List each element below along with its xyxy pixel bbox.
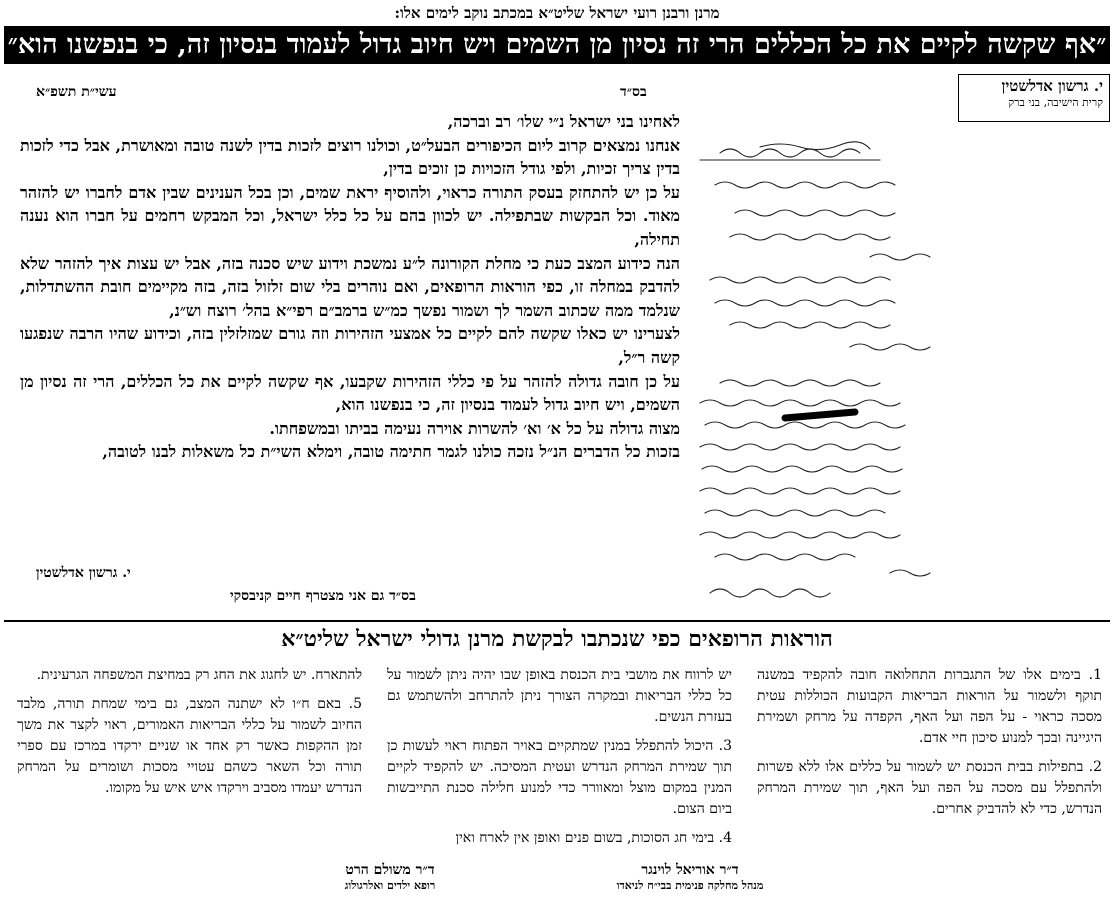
letter-paragraph: לאחינו בני ישראל נ״י שלו׳ רב וברכה, <box>447 112 680 131</box>
instruction-paragraph: 2. בתפילות בבית הכנסת יש לשמור על כללים אלו ללא פשרות ולהתפלל עם מסכה על הפה ועל האף, תוך שמירת המרחק הנדרש, כדי לא להדביק אחרים. <box>757 759 1102 817</box>
letter-date: עשי״ת תשפ״א <box>36 84 117 100</box>
doctor-signature <box>560 862 820 892</box>
letter-paragraph: לצערינו יש כאלו שקשה להם לקיים כל אמצעי הזהירות וזה גורם שמזלזלין בזה, וכידוע שהיו הרבה שנפגעו קשה ר״ל, <box>20 324 680 367</box>
instruction-paragraph: 4. בימי חג הסוכות, בשום פנים ואופן אין לארח ואין <box>455 830 732 846</box>
instruction-paragraph: 5. באם ח״ו לא ישתנה המצב, גם בימי שמחת תורה, מלבד החיוב לשמור על כללי הבריאות האמורים, ראוי לקצר את משך זמן ההקפות כאשר רק אחד או שניים ירקדו במרכז עם ספרי תורה וכל השאר כשהם עטויי מסכות ושומרים על המרחק הנדרש יעמדו מסביב וירקדו איש איש על מקומו. <box>17 696 362 796</box>
instructions-column <box>387 665 732 857</box>
instruction-paragraph: 3. היכול להתפלל במנין שמתקיים באויר הפתוח ראוי לעשות כן תוך שמירת המרחק הנדרש ועטית המסיכה. יש להקפיד לקיים המנין במקום מוצל ומאוורר כדי למנוע חלילה סכנת התייבשות ביום הצום. <box>387 738 732 817</box>
letter-bsd: בס״ד <box>620 84 647 100</box>
instruction-paragraph: יש לרווח את מושבי בית הכנסת באופן שבו יהיה ניתן לשמור על כל כללי הבריאות ובמקרה הצורך ניתן להתרחב ולהשתמש גם בעזרת הנשים. <box>387 667 732 725</box>
letterhead-address: קרית הישיבה, בני ברק <box>1008 96 1103 109</box>
headline-banner: ״אף שקשה לקיים את כל הכללים הרי זה נסיון מן השמים ויש חיוב גדול לעמוד בנסיון זה, כי בנפשנו הוא״ <box>4 26 1110 64</box>
doctor-signature <box>290 862 490 892</box>
top-line: מרנן ורבנן רועי ישראל שליט״א במכתב נוקב לימים אלו: <box>394 4 720 22</box>
doctor-name: ד״ר אוריאל לוינגר <box>641 862 739 878</box>
instruction-paragraph: 1. בימים אלו של התגברות התחלואה חובה להקפיד במשנה תוקף ולשמור על הוראות הבריאות הקבועות הכוללות עטית מסכה כראוי - על הפה ועל האף, הקפדה על מרחק ושמירת היגיינה ובכך למנוע סיכון חיי אדם. <box>757 667 1102 746</box>
instructions-column <box>17 665 362 807</box>
handwritten-letter-image <box>690 125 955 615</box>
section-divider <box>4 620 1110 622</box>
instructions-column <box>757 665 1102 828</box>
doctor-title: מנהל מחלקה פנימית בבי״ח לניאדו <box>616 879 764 892</box>
letter-signature: י. גרשון אדלשטין <box>36 565 131 581</box>
doctor-name: ד״ר משולם הרט <box>345 862 435 878</box>
letter-paragraph: מצוה גדולה על כל א׳ וא׳ להשרות אוירה נעימה בביתו ובמשפחתו. <box>269 418 680 438</box>
letterhead-box <box>958 74 1110 122</box>
letter-body <box>20 110 680 464</box>
letter-paragraph: אנחנו נמצאים קרוב ליום הכיפורים הבעל״ט, וכולנו רוצים לזכות בדין לשנה טובה ומאושרת, אבל כדי לזכות בדין צריך זכיות, ולפי גודל הזכויות כן זוכים בדין, <box>20 135 680 179</box>
letter-paragraph: על כן יש להתחזק בעסק התורה כראוי, ולהוסיף יראת שמים, וכן בכל הענינים שבין אדם לחברו יש להזהר מאוד. וכל הבקשות שבתפילה. יש לכוון בהם על כל כלל ישראל, וכל המבקש רחמים על חברו הוא נענה תחילה, <box>20 182 680 249</box>
letter-paragraph: בזכות כל הדברים הנ״ל נזכה כולנו לגמר חתימה טובה, וימלא השי״ת כל משאלות לבנו לטובה, <box>102 442 680 462</box>
instruction-paragraph: להתארח. יש לחגוג את החג רק במחיצת המשפחה הגרעינית. <box>36 667 362 683</box>
letter-paragraph: על כן חובה גדולה להזהר על פי כללי הזהירות שקבעו, אף שקשה לקיים את כל הכללים, הרי זה נסיון מן השמים, ויש חיוב גדול לעמוד בנסיון זה, כי בנפשנו הוא, <box>20 371 681 415</box>
letterhead-name: י. גרשון אדלשטין <box>1001 77 1103 95</box>
doctor-title: רופא ילדים ואלרגולוג <box>344 879 436 892</box>
letter-paragraph: הנה כידוע המצב כעת כי מחלת הקורונה ל״ע נמשכת וידוע שיש סכנה בזה, אבל יש עצות איך להזהר שלא להדבק במחלה זו, כפי הוראות הרופאים, ואם נוהרים בלי שום זלזול בזה, בזה מקיימים חובת ההשתדלות, שנלמד ממה שכתוב השמר לך ושמור נפשך כמ״ש ברמב״ם רפי״א בהל׳ רוצח וש״נ, <box>20 253 680 320</box>
letter-cosign: בס״ד גם אני מצטרף חיים קניבסקי <box>230 588 416 604</box>
instructions-title: הוראות הרופאים כפי שנכתבו לבקשת מרנן גדולי ישראל שליט״א <box>281 626 833 652</box>
